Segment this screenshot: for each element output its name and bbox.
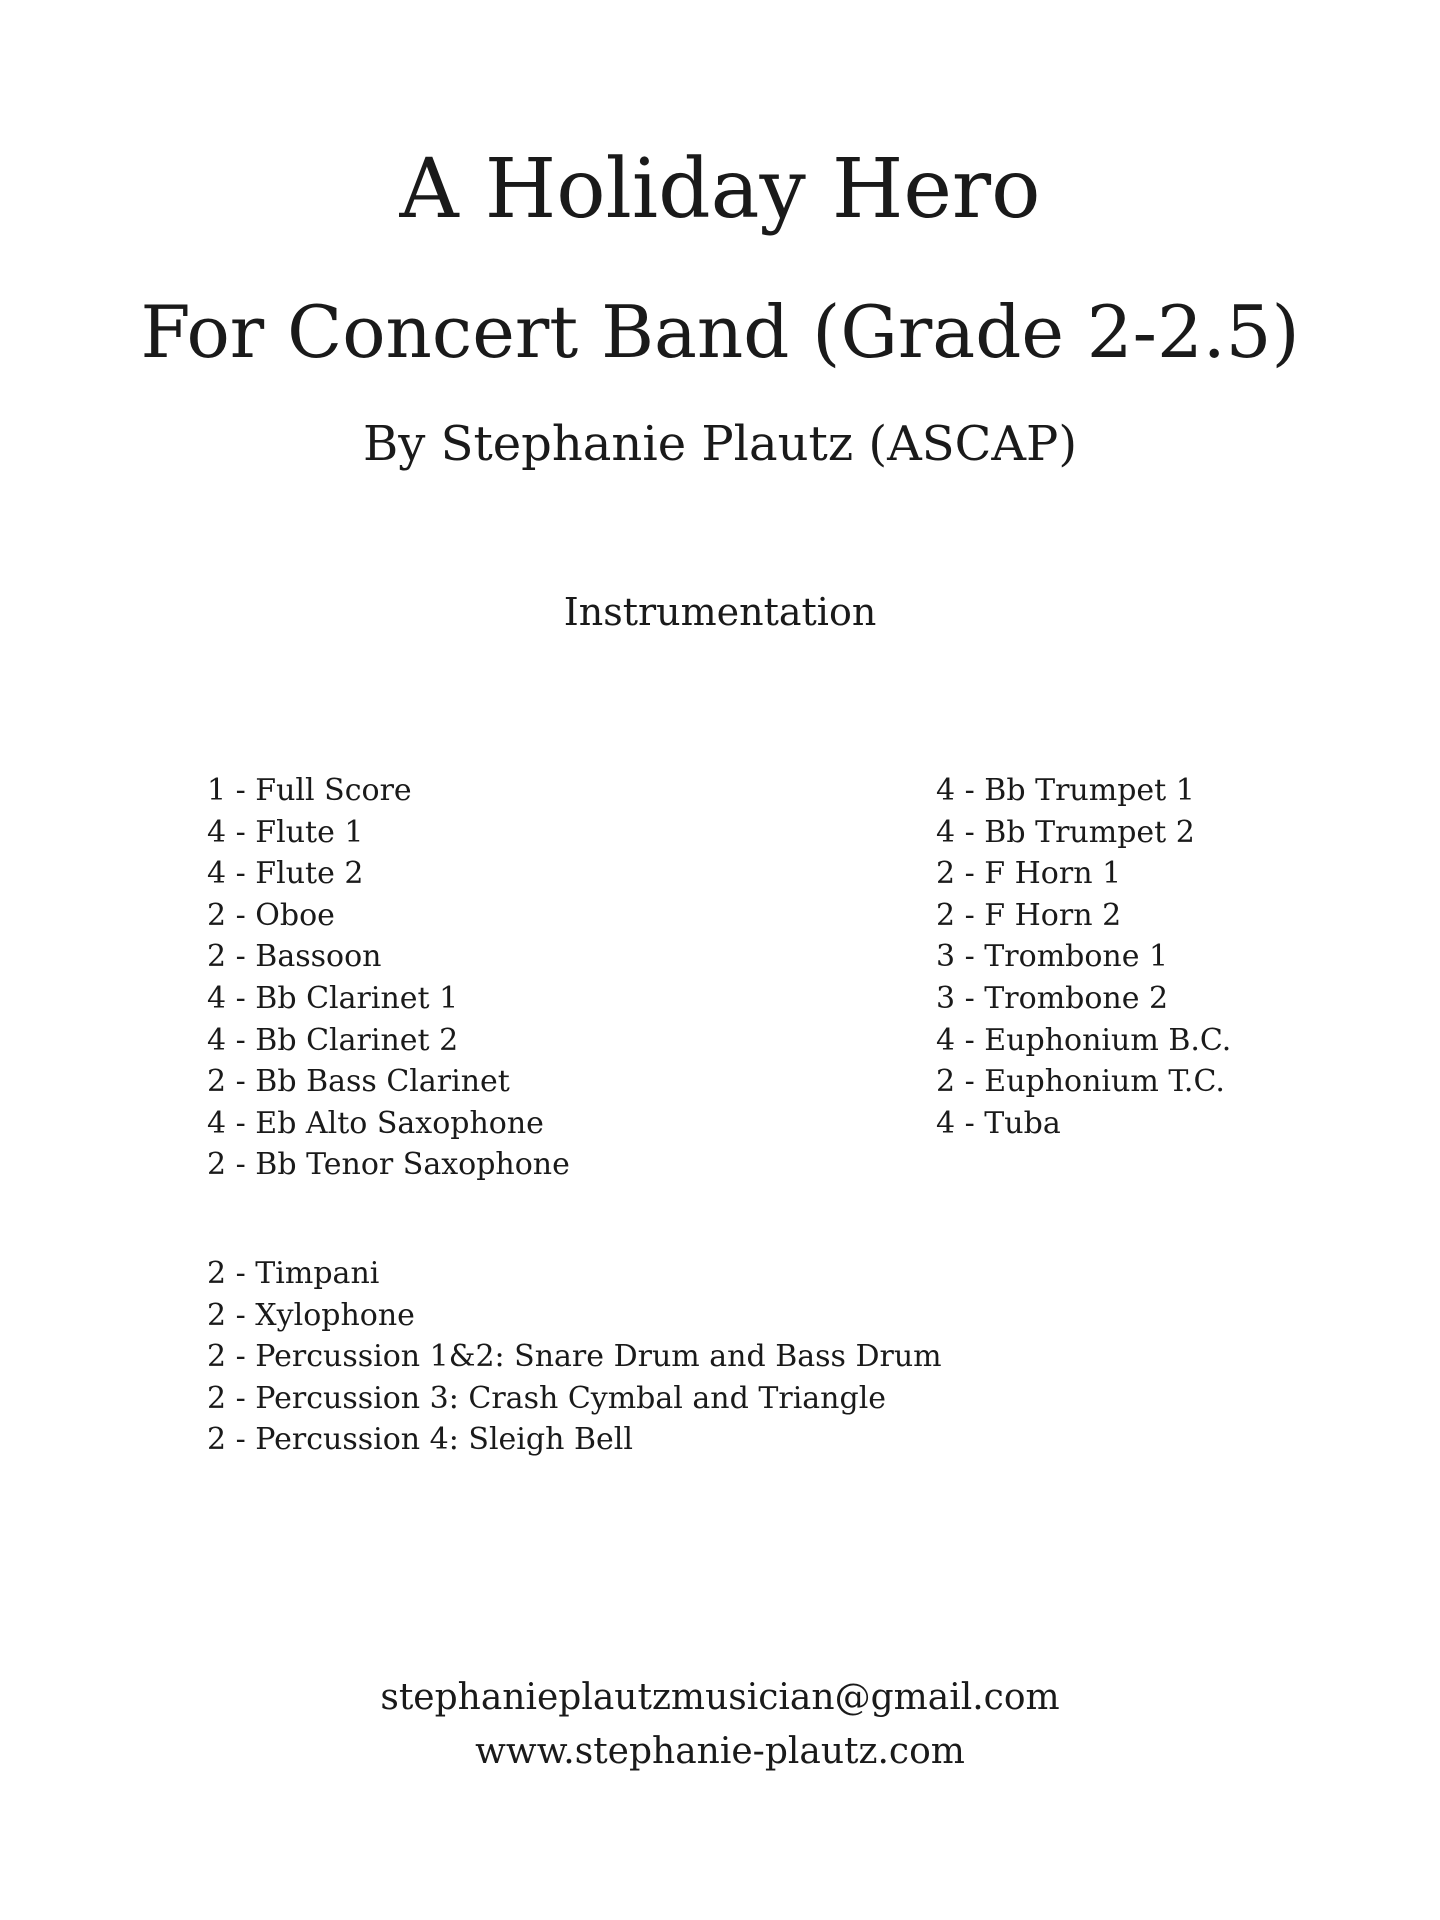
composer-credit: By Stephanie Plautz (ASCAP) [362, 416, 1078, 472]
contact-website: www.stephanie-plautz.com [475, 1731, 965, 1772]
list-item: 2 - F Horn 2 [936, 897, 1122, 933]
instrumentation-heading: Instrumentation [563, 590, 877, 634]
list-item: 2 - Xylophone [207, 1297, 415, 1333]
list-item: 2 - Percussion 3: Crash Cymbal and Triangle [207, 1380, 887, 1416]
contact-email: stephanieplautzmusician@gmail.com [380, 1677, 1060, 1718]
list-item: 4 - Bb Trumpet 1 [936, 773, 1195, 808]
list-item: 4 - Eb Alto Saxophone [207, 1105, 544, 1141]
list-item: 2 - Timpani [207, 1256, 380, 1291]
list-item: 4 - Tuba [936, 1105, 1061, 1141]
list-item: 4 - Flute 1 [207, 814, 364, 850]
list-item: 3 - Trombone 2 [936, 980, 1169, 1016]
list-item: 4 - Flute 2 [207, 856, 364, 892]
page-title: A Holiday Hero [399, 142, 1041, 237]
instrument-list-brass [936, 770, 1231, 1144]
list-item: 2 - F Horn 1 [936, 856, 1122, 892]
list-item: 2 - Euphonium T.C. [936, 1064, 1225, 1100]
list-item: 2 - Bb Bass Clarinet [207, 1064, 510, 1100]
list-item: 4 - Bb Clarinet 2 [207, 1022, 459, 1058]
list-item: 4 - Bb Trumpet 2 [936, 814, 1195, 850]
instrument-list-percussion [207, 1253, 942, 1461]
list-item: 2 - Percussion 1&2: Snare Drum and Bass Drum [207, 1339, 942, 1375]
list-item: 2 - Bb Tenor Saxophone [207, 1147, 570, 1183]
list-item: 4 - Euphonium B.C. [936, 1022, 1232, 1058]
list-item: 2 - Percussion 4: Sleigh Bell [207, 1422, 633, 1458]
subtitle: For Concert Band (Grade 2-2.5) [140, 290, 1300, 374]
list-item: 1 - Full Score [207, 773, 412, 808]
instrument-list-woodwinds [207, 770, 570, 1186]
list-item: 2 - Oboe [207, 897, 335, 933]
list-item: 4 - Bb Clarinet 1 [207, 980, 459, 1016]
list-item: 2 - Bassoon [207, 939, 382, 975]
list-item: 3 - Trombone 1 [936, 939, 1169, 975]
